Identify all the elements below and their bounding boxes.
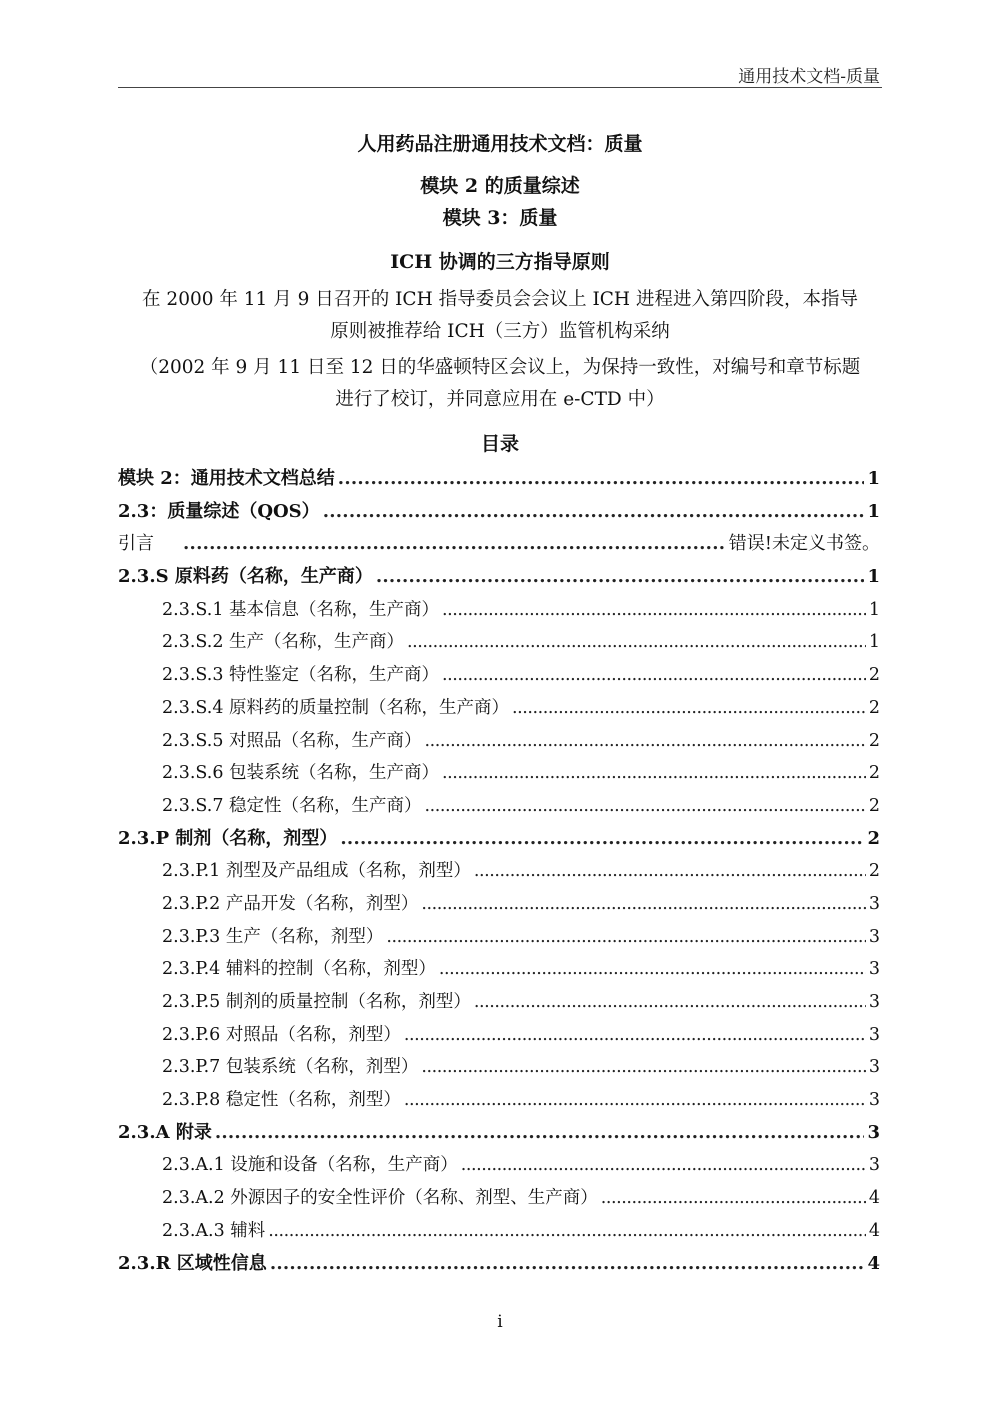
toc-entry-label: 2.3.P.4 辅料的控制（名称，剂型） [162,959,436,980]
toc-entry-label: 2.3.R 区域性信息 [118,1252,267,1274]
toc-entry-2-3-a-1[interactable] [118,1149,880,1182]
toc-entry-page: 3 [868,1057,880,1078]
toc-entry-2-3-p-6[interactable] [118,1019,880,1052]
module3-subtitle: 模块 3：质量 [442,207,558,229]
toc-entry-2-3-s[interactable] [118,561,880,594]
toc-leader-dots [425,725,866,758]
toc-entry-page: 3 [868,959,880,980]
toc-entry-page: 3 [867,1121,880,1143]
toc-entry-2-3-s-1[interactable] [118,594,880,627]
toc-entry-2-3-p-2[interactable] [118,888,880,921]
adoption-line-1: 在 2000 年 11 月 9 日召开的 ICH 指导委员会会议上 ICH 进程进入第四阶段，本指导 [142,289,858,310]
document-title: 人用药品注册通用技术文档：质量 [357,133,643,155]
adoption-line-2: 原则被推荐给 ICH（三方）监管机构采纳 [330,321,670,342]
module2-subtitle: 模块 2 的质量综述 [420,175,580,197]
revision-paragraph [0,352,1000,416]
toc-leader-dots [404,1019,866,1052]
revision-line-1: （2002 年 9 月 11 日至 12 日的华盛顿特区会议上，为保持一致性，对编号和章节标题 [139,357,861,378]
toc-leader-dots [404,1084,866,1117]
toc-leader-dots [338,463,865,496]
toc-entry-label: 2.3.A.3 辅料 [162,1220,266,1241]
toc-leader-dots [474,986,866,1019]
toc-leader-dots [461,1149,866,1182]
revision-line-2: 进行了校订，并同意应用在 e-CTD 中） [335,389,665,410]
toc-leader-dots [512,692,866,725]
toc-entry-label: 2.3.A.1 设施和设备（名称，生产商） [162,1155,458,1176]
toc-leader-dots [421,888,865,921]
toc-entry-page: 错误!未定义书签。 [728,533,880,555]
toc-entry-label: 2.3.P.8 稳定性（名称，剂型） [162,1090,401,1111]
toc-entry-page: 2 [868,795,880,816]
toc-leader-dots [323,496,865,529]
toc-entry-label: 2.3.S.3 特性鉴定（名称，生产商） [162,665,440,686]
toc-entry-2-3-s-3[interactable] [118,659,880,692]
toc-entry-2-3-a[interactable] [118,1117,880,1150]
toc-entry-2-3-p-3[interactable] [118,921,880,954]
toc-entry-page: 1 [867,468,880,489]
toc-entry-2-3-a-3[interactable] [118,1215,880,1248]
toc-entry-label: 2.3.P.6 对照品（名称，剂型） [162,1024,401,1045]
toc-entry-page: 4 [868,1220,880,1241]
toc-entry-2-3-p[interactable] [118,823,880,856]
toc-entry-2-3-s-6[interactable] [118,757,880,790]
toc-entry-label: 2.3.S 原料药（名称，生产商） [118,566,373,588]
toc-entry-page: 4 [868,1188,880,1209]
toc-entry-label: 引言 [118,533,154,555]
toc-entry-page: 1 [867,500,880,522]
toc-entry-label: 2.3.S.7 稳定性（名称，生产商） [162,795,422,816]
toc-entry-page: 2 [868,665,880,686]
toc-entry-2-3-p-1[interactable] [118,855,880,888]
toc-entry-page: 1 [867,566,880,588]
toc-leader-dots [215,1117,865,1150]
toc-leader-dots [183,528,726,561]
toc-entry-page: 3 [868,1155,880,1176]
toc-entry-2-3-s-7[interactable] [118,790,880,823]
running-header: 通用技术文档-质量 [738,67,880,87]
toc-entry-2-3-p-5[interactable] [118,986,880,1019]
toc-leader-dots [474,855,866,888]
toc-leader-dots [442,594,866,627]
toc-entry-label: 2.3.P 制剂（名称，剂型） [118,827,338,849]
toc-entry-label: 2.3.S.5 对照品（名称，生产商） [162,730,422,751]
toc-entry-label: 2.3.P.3 生产（名称，剂型） [162,926,384,947]
toc-entry-page: 2 [868,730,880,751]
toc-entry-page: 1 [868,599,880,620]
header-divider [118,87,882,88]
toc-entry-2-3-p-7[interactable] [118,1051,880,1084]
table-of-contents [118,463,880,1280]
toc-entry-label: 模块 2：通用技术文档总结 [118,468,335,489]
toc-entry-label: 2.3.P.1 剂型及产品组成（名称，剂型） [162,861,471,882]
toc-entry-2-3-r[interactable] [118,1248,880,1281]
title-block [0,128,1000,460]
toc-leader-dots [268,1215,866,1248]
toc-entry-2-3-s-5[interactable] [118,725,880,758]
toc-entry-2-3-a-2[interactable] [118,1182,880,1215]
toc-entry-label: 2.3.A.2 外源因子的安全性评价（名称、剂型、生产商） [162,1188,598,1209]
toc-entry-page: 2 [867,827,880,849]
toc-leader-dots [601,1182,866,1215]
toc-entry-module2[interactable] [118,463,880,496]
toc-leader-dots [439,953,866,986]
toc-leader-dots [421,1051,865,1084]
toc-entry-page: 2 [868,763,880,784]
toc-entry-page: 3 [868,992,880,1012]
toc-entry-page: 2 [868,697,880,718]
toc-entry-2-3-s-2[interactable] [118,626,880,659]
toc-entry-label: 2.3：质量综述（QOS） [118,500,320,522]
toc-entry-introduction[interactable] [118,528,880,561]
toc-entry-2-3-p-4[interactable] [118,953,880,986]
toc-leader-dots [270,1248,865,1281]
toc-entry-label: 2.3.P.5 制剂的质量控制（名称，剂型） [162,992,471,1012]
page-number: i [497,1312,503,1332]
toc-entry-2-3-s-4[interactable] [118,692,880,725]
toc-leader-dots [442,757,866,790]
toc-entry-page: 1 [868,632,880,653]
toc-entry-page: 2 [868,861,880,882]
toc-leader-dots [442,659,866,692]
toc-entry-page: 3 [868,1090,880,1111]
toc-entry-label: 2.3.A 附录 [118,1121,212,1143]
toc-leader-dots [407,626,866,659]
toc-entry-page: 3 [868,926,880,947]
toc-entry-2-3[interactable] [118,496,880,529]
toc-leader-dots [340,823,864,856]
toc-leader-dots [376,561,865,594]
toc-leader-dots [425,790,866,823]
toc-entry-page: 3 [868,1024,880,1045]
toc-entry-page: 3 [868,893,880,914]
adoption-paragraph [0,284,1000,348]
toc-leader-dots [386,921,865,954]
toc-entry-label: 2.3.P.2 产品开发（名称，剂型） [162,893,419,914]
toc-entry-label: 2.3.S.4 原料药的质量控制（名称，生产商） [162,697,510,718]
toc-entry-label: 2.3.S.6 包装系统（名称，生产商） [162,763,440,784]
toc-entry-2-3-p-8[interactable] [118,1084,880,1117]
toc-entry-page: 4 [867,1252,880,1274]
toc-entry-label: 2.3.P.7 包装系统（名称，剂型） [162,1057,419,1078]
toc-heading: 目录 [480,433,519,455]
toc-entry-label: 2.3.S.1 基本信息（名称，生产商） [162,599,440,620]
toc-entry-label: 2.3.S.2 生产（名称，生产商） [162,632,405,653]
ich-guideline-heading: ICH 协调的三方指导原则 [390,251,610,273]
